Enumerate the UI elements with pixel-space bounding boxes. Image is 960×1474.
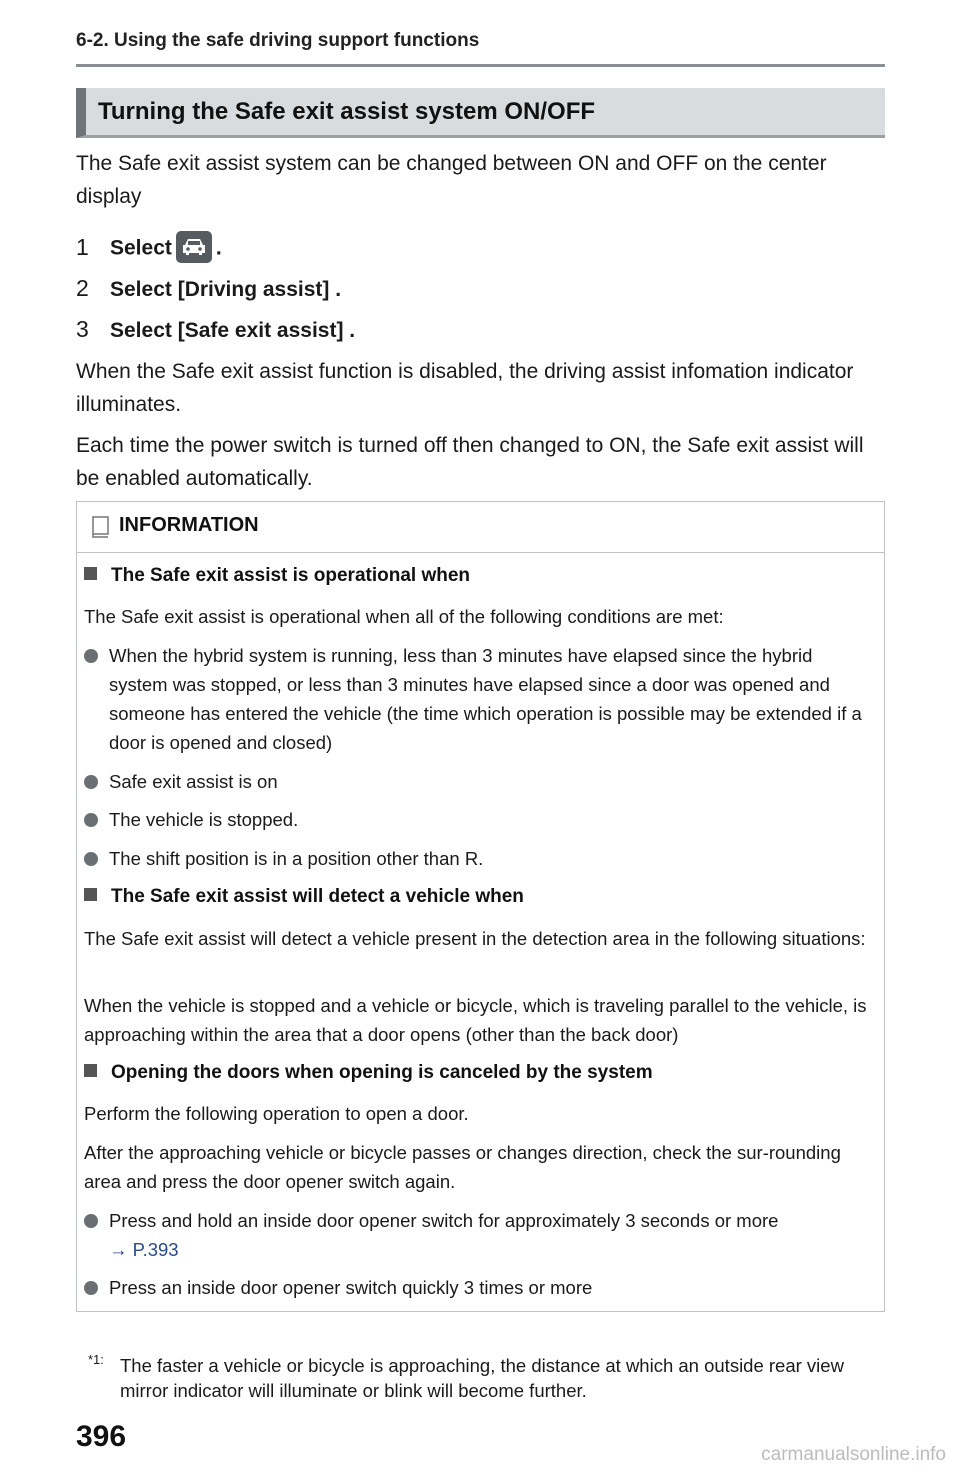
disabled-paragraph: When the Safe exit assist function is disabled, the driving assist infomation indicator illuminates. xyxy=(76,360,854,416)
bullet-item: Safe exit assist is on xyxy=(84,767,874,796)
information-header xyxy=(77,502,884,553)
step-2 xyxy=(76,273,341,303)
square-bullet-icon xyxy=(84,888,97,901)
bullet-item: Press and hold an inside door opener switch for approximately 3 seconds or more → P.393 xyxy=(84,1206,874,1264)
step-3 xyxy=(76,314,355,344)
vehicle-settings-icon xyxy=(176,231,212,263)
watermark: carmanualsonline.info xyxy=(761,1444,946,1465)
bullet-item: When the hybrid system is running, less than 3 minutes have elapsed since the hybrid system was stopped, or less than 3 minutes have elapsed since a door was opened and someone has entered the vehicle (the time which operation is possible may be extended if a door is opened and closed) xyxy=(84,641,874,757)
information-label: INFORMATION xyxy=(119,514,259,536)
step-text-suffix: . xyxy=(215,236,222,260)
footnote-text: The faster a vehicle or bicycle is approaching, the distance at which an outside rear view mirror indicator will illuminate or blink will become further. xyxy=(120,1355,844,1401)
subheading-opening: Opening the doors when opening is canceled by the system xyxy=(84,1062,653,1084)
step-text: Select [Driving assist] . xyxy=(110,278,342,301)
step-number: 1 xyxy=(76,233,89,260)
bullet-item: The vehicle is stopped. xyxy=(84,805,874,834)
bullet-icon xyxy=(84,1281,98,1295)
header-rule xyxy=(76,64,885,67)
information-box xyxy=(76,501,885,1312)
power-paragraph: Each time the power switch is turned off then changed to ON, the Safe exit assist will be enabled automatically. xyxy=(76,434,864,490)
square-bullet-icon xyxy=(84,567,97,580)
section-title-bar xyxy=(76,88,885,138)
square-bullet-icon xyxy=(84,1064,97,1077)
intro-paragraph: The Safe exit assist system can be changed between ON and OFF on the center display xyxy=(76,152,827,208)
step-text: Select [Safe exit assist] . xyxy=(110,319,356,342)
bullet-icon xyxy=(84,813,98,827)
bullet-item: The shift position is in a position other than R. xyxy=(84,844,874,873)
page-reference-link[interactable]: → P.393 xyxy=(109,1239,179,1260)
page-number: 396 xyxy=(76,1420,127,1453)
running-head: 6-2. Using the safe driving support functions xyxy=(76,30,480,51)
operational-paragraph: The Safe exit assist is operational when all of the following conditions are met: xyxy=(84,606,724,627)
note-icon xyxy=(91,516,111,543)
subheading-operational: The Safe exit assist is operational when xyxy=(84,565,470,587)
step-number: 3 xyxy=(76,316,89,342)
bullet-item: Press an inside door opener switch quickly 3 times or more xyxy=(84,1273,874,1302)
bullet-icon xyxy=(84,1214,98,1228)
bullet-icon xyxy=(84,775,98,789)
detect-paragraph: The Safe exit assist will detect a vehicle present in the detection area in the following situations: xyxy=(84,928,866,949)
step-text: Select xyxy=(110,236,172,260)
opening-paragraph: Perform the following operation to open a door. xyxy=(84,1103,469,1124)
footnote-mark: *1: xyxy=(88,1352,104,1367)
step-number: 2 xyxy=(76,275,89,301)
section-title: Turning the Safe exit assist system ON/OFF xyxy=(98,98,596,125)
opening-detail-paragraph: After the approaching vehicle or bicycle passes or changes direction, check the sur-rounding area and press the door opener switch again. xyxy=(84,1142,841,1192)
bullet-icon xyxy=(84,649,98,663)
step-1 xyxy=(76,231,222,261)
detect-condition-paragraph: When the vehicle is stopped and a vehicle or bicycle, which is traveling parallel to the vehicle, is approaching within the area that a door opens (other than the back door) xyxy=(84,995,867,1045)
bullet-icon xyxy=(84,852,98,866)
subheading-detect: The Safe exit assist will detect a vehicle when xyxy=(84,886,524,908)
